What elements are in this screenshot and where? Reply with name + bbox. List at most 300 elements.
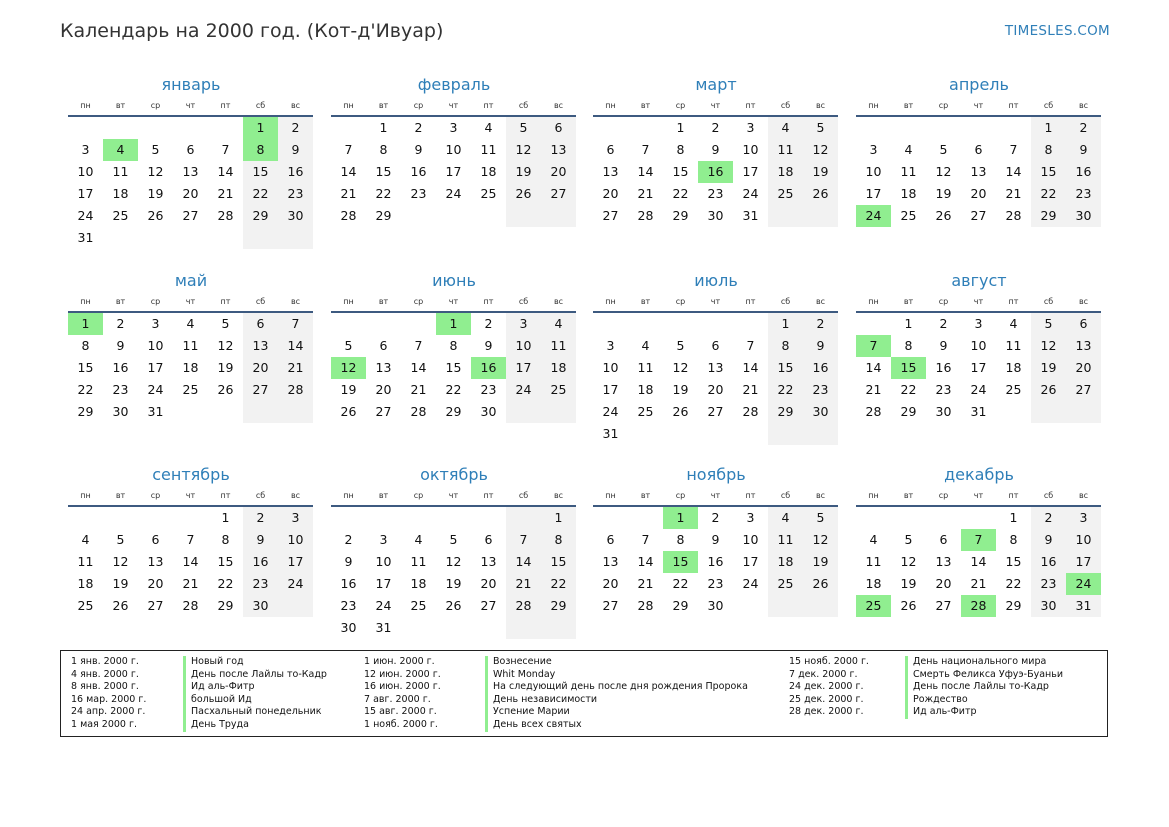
day-cell: 14 (970, 554, 987, 569)
day-cell: 23 (935, 382, 952, 397)
month-name: февраль (417, 75, 491, 94)
weekday-label: пт (220, 297, 231, 306)
day-cell: 9 (803, 335, 838, 357)
day-cell: 2 (1031, 507, 1066, 529)
day-cell: 3 (278, 507, 313, 529)
day-cell: 8 (449, 338, 458, 353)
day-cell: 13 (970, 164, 987, 179)
day-grid (331, 117, 577, 227)
empty-cell (208, 117, 243, 139)
empty-cell (331, 313, 366, 335)
month-5 (68, 271, 314, 423)
day-cell: 8 (221, 532, 230, 547)
empty-cell (331, 507, 366, 529)
day-cell: 16 (410, 164, 427, 179)
day-grid (68, 313, 314, 423)
day-cell: 13 (1066, 335, 1101, 357)
day-cell: 19 (147, 186, 164, 201)
day-cell: 6 (151, 532, 160, 547)
day-cell: 14 (637, 164, 654, 179)
day-cell: 13 (541, 139, 576, 161)
day-cell: 5 (904, 532, 913, 547)
month-10 (331, 465, 577, 639)
day-cell: 17 (445, 164, 462, 179)
weekday-label: пн (605, 491, 616, 500)
holiday-day: 16 (471, 357, 506, 379)
day-cell: 19 (217, 360, 234, 375)
day-cell: 25 (541, 379, 576, 401)
weekday-header (331, 99, 577, 112)
day-cell: 23 (278, 183, 313, 205)
day-cell: 27 (970, 208, 987, 223)
weekday-label: пн (868, 297, 879, 306)
weekday-header (856, 99, 1102, 112)
day-cell: 16 (803, 357, 838, 379)
month-9 (68, 465, 314, 617)
day-grid (593, 507, 839, 617)
day-cell: 19 (672, 382, 689, 397)
day-cell: 26 (112, 598, 129, 613)
weekday-label: сб (518, 297, 529, 306)
day-cell: 9 (711, 142, 720, 157)
day-grid (331, 507, 577, 639)
legend-date: 25 дек. 2000 г. (789, 693, 864, 705)
weekday-label: пн (605, 101, 616, 110)
weekday-label: чт (973, 101, 984, 110)
weekday-label: пт (220, 491, 231, 500)
legend-holiday-name: День национального мира (913, 656, 1047, 667)
empty-cell (593, 117, 628, 139)
day-cell: 25 (637, 404, 654, 419)
day-cell: 25 (768, 183, 803, 205)
weekday-label: вт (903, 491, 914, 500)
day-cell: 25 (410, 598, 427, 613)
day-cell: 10 (865, 164, 882, 179)
legend-names-3 (905, 656, 1063, 719)
day-cell: 7 (186, 532, 195, 547)
day-cell: 28 (637, 598, 654, 613)
empty-cell (698, 313, 733, 335)
day-cell: 30 (803, 401, 838, 423)
legend-date: 15 нояб. 2000 г. (789, 656, 869, 667)
day-cell: 7 (414, 338, 423, 353)
day-cell: 13 (707, 360, 724, 375)
legend-holiday-name: Новый год (191, 656, 244, 667)
empty-cell (593, 313, 628, 335)
day-cell: 8 (379, 142, 388, 157)
weekday-label: сб (255, 101, 266, 110)
empty-cell (628, 423, 663, 445)
weekday-label: ср (413, 297, 424, 306)
day-cell: 13 (602, 164, 619, 179)
empty-cell (173, 117, 208, 139)
day-cell: 5 (344, 338, 353, 353)
day-cell: 29 (672, 208, 689, 223)
holiday-legend (60, 650, 1108, 737)
day-cell: 9 (711, 532, 720, 547)
day-cell: 23 (112, 382, 129, 397)
empty-cell (208, 401, 243, 423)
day-cell: 3 (974, 316, 983, 331)
day-cell: 12 (1031, 335, 1066, 357)
empty-cell (138, 227, 173, 249)
weekday-label: пт (483, 297, 494, 306)
weekday-header (856, 489, 1102, 502)
day-cell: 23 (707, 576, 724, 591)
day-cell: 11 (768, 529, 803, 551)
empty-cell (628, 313, 663, 335)
day-cell: 20 (935, 576, 952, 591)
day-cell: 29 (1005, 598, 1022, 613)
day-cell: 17 (1066, 551, 1101, 573)
empty-cell (768, 595, 803, 617)
legend-dates-2 (364, 656, 441, 732)
day-cell: 9 (243, 529, 278, 551)
weekday-label: сб (1043, 297, 1054, 306)
day-cell: 17 (970, 360, 987, 375)
weekday-header (856, 295, 1102, 308)
day-cell: 25 (480, 186, 497, 201)
holiday-day: 25 (856, 595, 891, 617)
legend-holiday-name: День Труда (191, 718, 249, 730)
day-cell: 1 (1031, 117, 1066, 139)
day-cell: 17 (375, 576, 392, 591)
day-cell: 6 (606, 142, 615, 157)
legend-holiday-name: Ид аль-Фитр (191, 681, 255, 693)
site-link[interactable]: TIMESLES.COM (1004, 23, 1110, 39)
empty-cell (803, 595, 838, 617)
empty-cell (138, 117, 173, 139)
day-cell: 8 (1009, 532, 1018, 547)
day-cell: 5 (221, 316, 230, 331)
weekday-label: сб (1043, 491, 1054, 500)
empty-cell (1066, 401, 1101, 423)
day-cell: 4 (1009, 316, 1018, 331)
weekday-label: вт (115, 297, 126, 306)
month-name: октябрь (420, 465, 488, 484)
weekday-label: чт (185, 491, 196, 500)
day-cell: 26 (900, 598, 917, 613)
day-cell: 29 (900, 404, 917, 419)
day-cell: 10 (375, 554, 392, 569)
day-cell: 4 (81, 532, 90, 547)
month-name: ноябрь (686, 465, 746, 484)
weekday-label: ср (150, 101, 161, 110)
day-cell: 8 (81, 338, 90, 353)
weekday-label: вс (290, 101, 301, 110)
day-cell: 24 (375, 598, 392, 613)
legend-holiday-name: Ид аль-Фитр (913, 706, 977, 718)
empty-cell (68, 507, 103, 529)
holiday-day: 28 (961, 595, 996, 617)
empty-cell (541, 205, 576, 227)
empty-cell (436, 507, 471, 529)
weekday-label: сб (1043, 101, 1054, 110)
empty-cell (103, 507, 138, 529)
day-cell: 11 (1005, 338, 1022, 353)
weekday-header (68, 99, 314, 112)
day-cell: 2 (1066, 117, 1101, 139)
empty-cell (593, 507, 628, 529)
day-cell: 3 (869, 142, 878, 157)
day-cell: 5 (1031, 313, 1066, 335)
day-cell: 17 (602, 382, 619, 397)
day-cell: 2 (344, 532, 353, 547)
legend-date: 24 апр. 2000 г. (71, 706, 146, 718)
day-cell: 18 (865, 576, 882, 591)
month-name: апрель (949, 75, 1009, 94)
weekday-label: ср (675, 297, 686, 306)
day-cell: 30 (707, 598, 724, 613)
day-cell: 18 (182, 360, 199, 375)
day-cell: 23 (243, 573, 278, 595)
page-title: Календарь на 2000 год. (Кот-д'Ивуар) (60, 20, 444, 42)
day-cell: 29 (445, 404, 462, 419)
day-cell: 7 (641, 142, 650, 157)
weekday-header (68, 295, 314, 308)
legend-holiday-name: День после Лайлы то-Кадр (191, 668, 327, 680)
empty-cell (173, 507, 208, 529)
weekday-label: пт (745, 297, 756, 306)
day-cell: 3 (746, 510, 755, 525)
legend-holiday-name: День после Лайлы то-Кадр (913, 681, 1049, 693)
weekday-label: ср (413, 491, 424, 500)
day-cell: 1 (1009, 510, 1018, 525)
weekday-label: вт (903, 297, 914, 306)
day-cell: 7 (746, 338, 755, 353)
day-cell: 18 (410, 576, 427, 591)
day-cell: 31 (147, 404, 164, 419)
holiday-day: 24 (856, 205, 891, 227)
empty-cell (173, 227, 208, 249)
day-cell: 2 (414, 120, 423, 135)
day-cell: 12 (112, 554, 129, 569)
day-cell: 20 (147, 576, 164, 591)
day-cell: 6 (541, 117, 576, 139)
empty-cell (401, 205, 436, 227)
day-cell: 24 (77, 208, 94, 223)
day-cell: 5 (506, 117, 541, 139)
weekday-label: пн (80, 101, 91, 110)
day-cell: 10 (742, 532, 759, 547)
month-name: декабрь (944, 465, 1014, 484)
weekday-label: чт (185, 297, 196, 306)
day-cell: 3 (81, 142, 90, 157)
empty-cell (733, 313, 768, 335)
weekday-label: чт (448, 101, 459, 110)
empty-cell (68, 117, 103, 139)
empty-cell (663, 423, 698, 445)
day-cell: 19 (1031, 357, 1066, 379)
day-cell: 9 (1066, 139, 1101, 161)
legend-holiday-name: Whit Monday (493, 668, 556, 680)
empty-cell (471, 617, 506, 639)
day-cell: 20 (970, 186, 987, 201)
weekday-label: вс (815, 101, 826, 110)
legend-date: 16 мар. 2000 г. (71, 693, 147, 705)
day-cell: 6 (186, 142, 195, 157)
weekday-label: сб (780, 101, 791, 110)
weekday-label: вс (290, 297, 301, 306)
day-cell: 2 (711, 510, 720, 525)
day-cell: 20 (182, 186, 199, 201)
day-cell: 18 (480, 164, 497, 179)
day-cell: 25 (112, 208, 129, 223)
weekday-label: вт (378, 491, 389, 500)
day-cell: 5 (939, 142, 948, 157)
day-cell: 4 (641, 338, 650, 353)
weekday-label: чт (448, 491, 459, 500)
day-cell: 3 (606, 338, 615, 353)
day-cell: 12 (506, 139, 541, 161)
day-cell: 5 (151, 142, 160, 157)
day-cell: 28 (410, 404, 427, 419)
weekday-label: вт (115, 101, 126, 110)
day-cell: 27 (935, 598, 952, 613)
day-cell: 17 (742, 554, 759, 569)
day-cell: 15 (243, 161, 278, 183)
day-cell: 30 (1066, 205, 1101, 227)
day-cell: 23 (480, 382, 497, 397)
empty-cell (926, 507, 961, 529)
weekday-label: чт (710, 491, 721, 500)
legend-date: 4 янв. 2000 г. (71, 668, 139, 680)
day-cell: 21 (217, 186, 234, 201)
day-cell: 24 (742, 186, 759, 201)
day-cell: 23 (340, 598, 357, 613)
day-cell: 24 (970, 382, 987, 397)
day-cell: 21 (340, 186, 357, 201)
day-cell: 24 (278, 573, 313, 595)
legend-date: 7 дек. 2000 г. (789, 668, 858, 680)
legend-date: 24 дек. 2000 г. (789, 681, 864, 693)
day-cell: 6 (1066, 313, 1101, 335)
day-cell: 14 (278, 335, 313, 357)
day-cell: 27 (541, 183, 576, 205)
weekday-label: вт (115, 491, 126, 500)
day-cell: 31 (742, 208, 759, 223)
empty-cell (768, 423, 803, 445)
day-cell: 14 (410, 360, 427, 375)
day-cell: 25 (182, 382, 199, 397)
day-cell: 16 (935, 360, 952, 375)
empty-cell (401, 507, 436, 529)
empty-cell (366, 507, 401, 529)
day-cell: 27 (602, 208, 619, 223)
weekday-label: чт (710, 297, 721, 306)
day-cell: 19 (803, 551, 838, 573)
empty-cell (243, 401, 278, 423)
empty-cell (663, 313, 698, 335)
day-cell: 9 (939, 338, 948, 353)
empty-cell (1031, 401, 1066, 423)
day-cell: 3 (379, 532, 388, 547)
day-cell: 1 (221, 510, 230, 525)
day-cell: 5 (116, 532, 125, 547)
day-cell: 24 (147, 382, 164, 397)
weekday-label: пн (80, 491, 91, 500)
weekday-label: ср (938, 491, 949, 500)
day-cell: 25 (900, 208, 917, 223)
day-cell: 10 (147, 338, 164, 353)
day-cell: 28 (742, 404, 759, 419)
day-cell: 14 (217, 164, 234, 179)
day-cell: 22 (445, 382, 462, 397)
day-cell: 12 (935, 164, 952, 179)
legend-dates-3 (789, 656, 869, 719)
weekday-label: чт (973, 491, 984, 500)
weekday-label: сб (255, 297, 266, 306)
empty-cell (891, 117, 926, 139)
day-cell: 1 (768, 313, 803, 335)
day-cell: 20 (1066, 357, 1101, 379)
weekday-label: пт (1008, 101, 1019, 110)
weekday-label: вт (640, 491, 651, 500)
day-cell: 6 (711, 338, 720, 353)
day-cell: 7 (1009, 142, 1018, 157)
empty-cell (768, 205, 803, 227)
day-cell: 21 (410, 382, 427, 397)
weekday-label: ср (675, 491, 686, 500)
weekday-label: сб (255, 491, 266, 500)
weekday-header (331, 489, 577, 502)
weekday-label: ср (150, 297, 161, 306)
day-cell: 13 (602, 554, 619, 569)
weekday-label: вс (815, 297, 826, 306)
day-cell: 13 (935, 554, 952, 569)
holiday-day: 15 (663, 551, 698, 573)
legend-date: 7 авг. 2000 г. (364, 693, 431, 705)
empty-cell (471, 507, 506, 529)
day-cell: 29 (77, 404, 94, 419)
day-cell: 16 (707, 554, 724, 569)
day-cell: 19 (803, 161, 838, 183)
weekday-label: ср (150, 491, 161, 500)
day-cell: 5 (803, 507, 838, 529)
day-cell: 29 (541, 595, 576, 617)
empty-cell (506, 205, 541, 227)
legend-dates-1 (71, 656, 146, 732)
day-cell: 15 (375, 164, 392, 179)
empty-cell (803, 423, 838, 445)
day-cell: 8 (1031, 139, 1066, 161)
day-cell: 10 (278, 529, 313, 551)
day-cell: 18 (637, 382, 654, 397)
day-cell: 26 (803, 183, 838, 205)
empty-cell (103, 227, 138, 249)
month-12 (856, 465, 1102, 617)
day-cell: 2 (484, 316, 493, 331)
empty-cell (138, 507, 173, 529)
day-cell: 3 (449, 120, 458, 135)
empty-cell (103, 117, 138, 139)
weekday-label: сб (518, 491, 529, 500)
empty-cell (278, 227, 313, 249)
day-grid (856, 313, 1102, 423)
day-cell: 28 (1005, 208, 1022, 223)
day-cell: 6 (243, 313, 278, 335)
day-cell: 11 (865, 554, 882, 569)
day-cell: 15 (768, 357, 803, 379)
day-cell: 13 (243, 335, 278, 357)
month-name: май (174, 271, 208, 290)
weekday-header (593, 99, 839, 112)
day-cell: 26 (147, 208, 164, 223)
weekday-label: чт (710, 101, 721, 110)
day-cell: 10 (506, 335, 541, 357)
day-cell: 25 (768, 573, 803, 595)
day-cell: 27 (243, 379, 278, 401)
